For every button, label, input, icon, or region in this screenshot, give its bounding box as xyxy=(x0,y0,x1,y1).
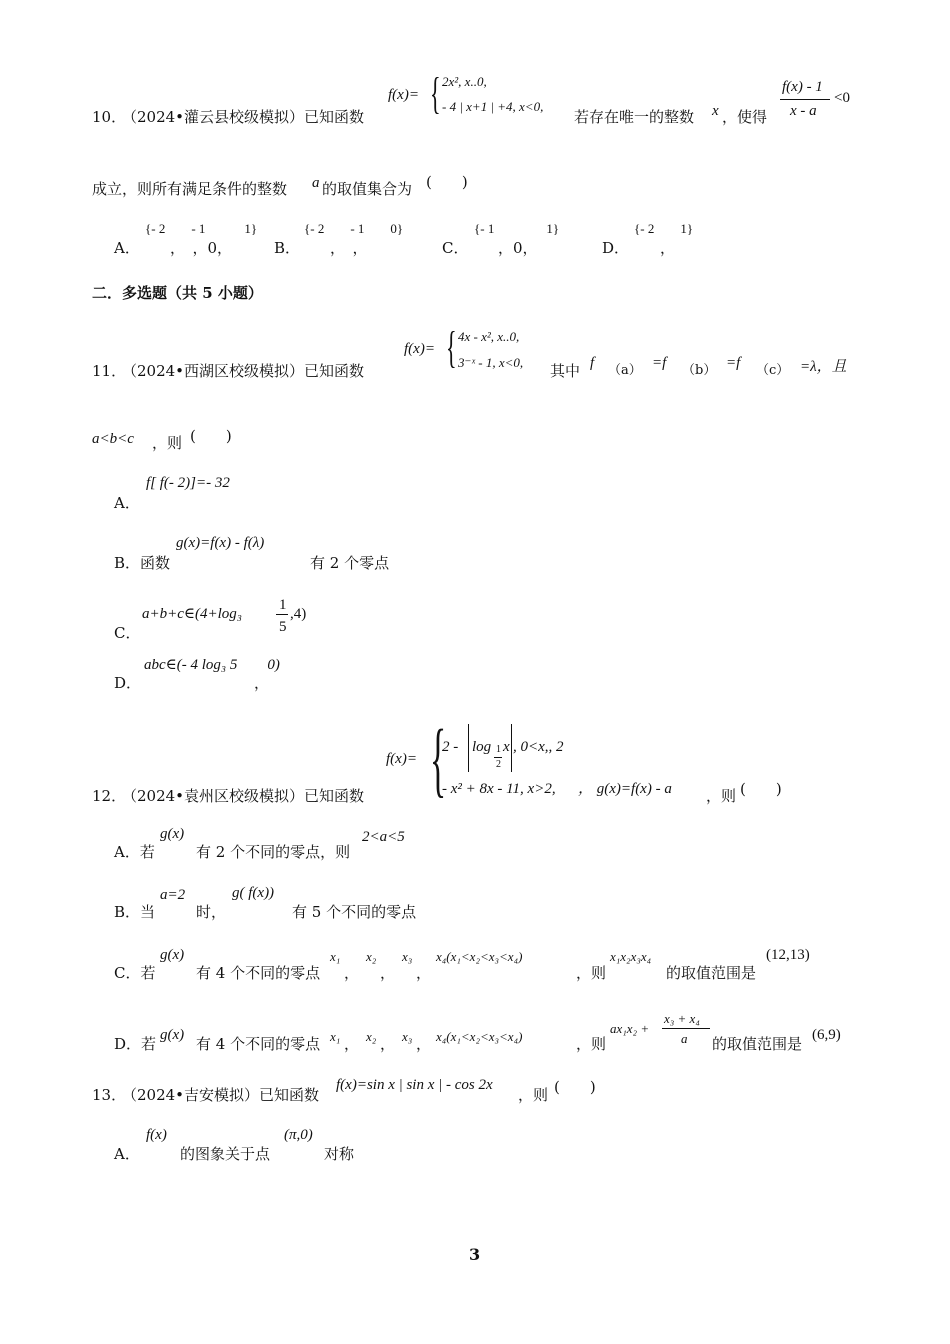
q11-option-c-den: 5 xyxy=(279,619,287,635)
q10-option-a-label[interactable]: A． xyxy=(114,239,140,257)
q11-eq3: =λ，且 xyxy=(800,359,847,375)
q13-number: 13． xyxy=(92,1086,127,1104)
q12-case1-sub-bar xyxy=(494,757,502,758)
q11-tail-b: （b） xyxy=(682,363,717,378)
q12-paren: ( ) xyxy=(740,780,782,798)
q11-option-c-num: 1 xyxy=(279,597,287,613)
q10-paren: ( ) xyxy=(426,173,468,191)
q10-frac-num: f(x) - 1 xyxy=(782,79,823,95)
q12-option-d-den: a xyxy=(681,1031,688,1046)
q13-option-a-math: f(x) xyxy=(146,1127,167,1143)
q11-option-c-end: ,4) xyxy=(290,606,307,622)
q10-mid: 若存在唯一的整数 xyxy=(574,108,695,126)
q11-option-b-math: g(x)=f(x) - f(λ) xyxy=(176,535,265,551)
q12-option-c-x3: x₃ xyxy=(402,949,413,964)
q13-fdef: f(x)=sin x | sin x | - cos 2x xyxy=(336,1077,493,1093)
q12-option-d-comma3: ， xyxy=(416,1035,432,1053)
q10-frac-den: x - a xyxy=(790,103,817,119)
q12-option-b-math2: g( f(x)) xyxy=(232,885,275,901)
q10-option-a-bottom: ， ，0， xyxy=(170,239,233,257)
q11-option-d-math: abc∈(- 4 log₃ 5 0) xyxy=(144,657,280,673)
q11-source: （2024•西湖区校级模拟）已知函数 xyxy=(122,362,365,380)
q12-case1-sub-den: 2 xyxy=(496,759,501,770)
q12-option-a-text: 有 2 个不同的零点，则 xyxy=(196,843,351,861)
q12-number: 12． xyxy=(92,787,127,805)
q12-option-b-math: a=2 xyxy=(160,887,186,903)
q10-brace: { xyxy=(430,69,441,118)
q12-option-d-label[interactable]: D．若 xyxy=(114,1035,157,1053)
q11-brace: { xyxy=(446,323,457,372)
q12-option-d-x3: x₃ xyxy=(402,1029,413,1044)
q13-option-a-label[interactable]: A． xyxy=(114,1145,140,1163)
q10-case1: 2x², x..0, xyxy=(442,74,487,89)
q12-tail: ，则 xyxy=(706,787,737,805)
q10-option-b-bottom: ， ， xyxy=(330,239,368,257)
q12-option-c-prod: x₁x₂x₃x₄ xyxy=(610,949,652,964)
q12-case1-sub-num: 1 xyxy=(496,744,501,755)
q13-paren: ( ) xyxy=(554,1078,596,1096)
q12-option-d-expr: ax₁x₂ + xyxy=(610,1021,650,1036)
q12-option-c-x2: x₂ xyxy=(366,949,377,964)
q12-case1c: x xyxy=(503,739,510,755)
q10-fx: f(x)= xyxy=(388,87,419,103)
q10-case2: - 4 | x+1 | +4, x<0, xyxy=(442,99,544,114)
q10-option-d-label[interactable]: D． xyxy=(602,239,630,257)
q10-option-c-bottom: ，0， xyxy=(498,239,538,257)
q11-option-d-comma: ， xyxy=(254,674,270,692)
q12-option-d-text: 有 4 个不同的零点 xyxy=(196,1035,321,1053)
q11-option-d-label[interactable]: D． xyxy=(114,674,142,692)
q11-option-b-tail: 有 2 个零点 xyxy=(310,554,390,572)
q11-tail: 其中 xyxy=(550,362,581,380)
q12-case2: - x² + 8x - 11, x>2, xyxy=(442,781,556,797)
q12-option-d-num: x₃ + x₄ xyxy=(664,1011,700,1026)
q12-option-d-tail: 的取值范围是 xyxy=(712,1035,803,1053)
q11-option-c-math: a+b+c∈(4+log₃ xyxy=(142,606,243,622)
q12-fx: f(x)= xyxy=(386,751,417,767)
q12-option-c-comma1: ， xyxy=(344,964,360,982)
q10-a: a xyxy=(312,175,320,191)
q12-source: （2024•袁州区校级模拟）已知函数 xyxy=(122,787,365,805)
q10-option-d-top: {- 2 1} xyxy=(634,221,694,236)
q10-x: x xyxy=(712,103,719,119)
q12-option-c-tail: 的取值范围是 xyxy=(666,964,757,982)
q11-option-b-label[interactable]: B．函数 xyxy=(114,554,171,572)
q11-eq1: =f xyxy=(652,355,667,371)
q12-option-c-text: 有 4 个不同的零点 xyxy=(196,964,321,982)
q11-tail-a: （a） xyxy=(608,363,642,378)
q12-option-d-then: ，则 xyxy=(576,1035,607,1053)
q11-tail-f: f xyxy=(590,355,595,371)
q12-option-d-x1: x₁ xyxy=(330,1029,341,1044)
q12-option-b-tail: 有 5 个不同的零点 xyxy=(292,903,417,921)
q10-mid2: ，使得 xyxy=(722,108,768,126)
q13-option-a-text: 的图象关于点 xyxy=(180,1145,271,1163)
q12-option-d-comma1: ， xyxy=(344,1035,360,1053)
q13-option-a-point: (π,0) xyxy=(284,1127,313,1143)
q12-option-c-comma2: ， xyxy=(380,964,396,982)
q10-option-c-top: {- 1 1} xyxy=(474,221,560,236)
q12-option-d-range: (6,9) xyxy=(812,1027,841,1043)
q12-option-d-x2: x₂ xyxy=(366,1029,377,1044)
q11-fx: f(x)= xyxy=(404,341,435,357)
q11-option-a-math: f[ f(- 2)]=- 32 xyxy=(146,475,230,491)
q10-lt0: <0 xyxy=(834,90,850,106)
q12-option-d-comma2: ， xyxy=(380,1035,396,1053)
q13-tail: ，则 xyxy=(518,1086,549,1104)
q10-option-b-top: {- 2 - 1 0} xyxy=(304,221,404,236)
q11-option-a-label[interactable]: A． xyxy=(114,494,140,512)
q12-option-b-text: 时， xyxy=(196,903,227,921)
q10-option-c-label[interactable]: C． xyxy=(442,239,469,257)
q12-option-c-comma3: ， xyxy=(416,964,432,982)
q12-gdef: ， g(x)=f(x) - a xyxy=(578,781,672,797)
q10-line2b: 的取值集合为 xyxy=(322,180,413,198)
q12-option-a-label[interactable]: A．若 xyxy=(114,843,155,861)
q10-frac-bar xyxy=(780,99,830,100)
q11-case2: 3⁻ˣ - 1, x<0, xyxy=(458,355,524,370)
q10-option-b-label[interactable]: B． xyxy=(274,239,301,257)
q11-option-c-label[interactable]: C． xyxy=(114,624,141,642)
q11-tail-c: （c） xyxy=(756,363,790,378)
q13-option-a-tail: 对称 xyxy=(324,1145,355,1163)
q10-source: （2024•灌云县校级模拟）已知函数 xyxy=(122,108,365,126)
q12-case1a: 2 - xyxy=(442,739,459,755)
q10-option-d-bottom: ， xyxy=(660,239,676,257)
page-number: 3 xyxy=(469,1245,481,1264)
q12-case1d: , 0<x,, 2 xyxy=(513,739,564,755)
q10-line2: 成立，则所有满足条件的整数 xyxy=(92,180,288,198)
q11-number: 11． xyxy=(92,362,127,380)
q12-option-d-math: g(x) xyxy=(160,1027,185,1043)
q12-case1b: log xyxy=(472,739,492,755)
q11-cond: a<b<c xyxy=(92,431,134,447)
q12-option-c-math: g(x) xyxy=(160,947,185,963)
q12-option-d-fracbar xyxy=(662,1028,710,1029)
q12-option-d-x4: x₄(x₁<x₂<x₃<x₄) xyxy=(436,1029,523,1044)
q12-option-a-cond: 2<a<5 xyxy=(362,829,405,845)
q12-option-c-x1: x₁ xyxy=(330,949,341,964)
q10-number: 10． xyxy=(92,108,127,126)
q12-option-c-x4: x₄(x₁<x₂<x₃<x₄) xyxy=(436,949,523,964)
q13-source: （2024•吉安模拟）已知函数 xyxy=(122,1086,320,1104)
q11-eq2: =f xyxy=(726,355,741,371)
q11-line2-text: ，则 xyxy=(152,434,183,452)
q12-option-b-label[interactable]: B．当 xyxy=(114,903,156,921)
q11-paren: ( ) xyxy=(190,427,232,445)
q12-option-a-math: g(x) xyxy=(160,826,185,842)
q11-option-c-fracbar xyxy=(276,614,288,615)
q12-option-c-range: (12,13) xyxy=(766,947,810,963)
q12-abs-right xyxy=(511,724,512,772)
q10-option-a-top: {- 2 - 1 1} xyxy=(145,221,258,236)
q12-brace: { xyxy=(430,713,447,806)
q12-option-c-label[interactable]: C．若 xyxy=(114,964,156,982)
q12-option-c-then: ，则 xyxy=(576,964,607,982)
q11-case1: 4x - x², x..0, xyxy=(458,329,520,344)
q12-abs-left xyxy=(468,724,469,772)
section-title: 二．多选题（共 5 小题） xyxy=(92,284,263,302)
